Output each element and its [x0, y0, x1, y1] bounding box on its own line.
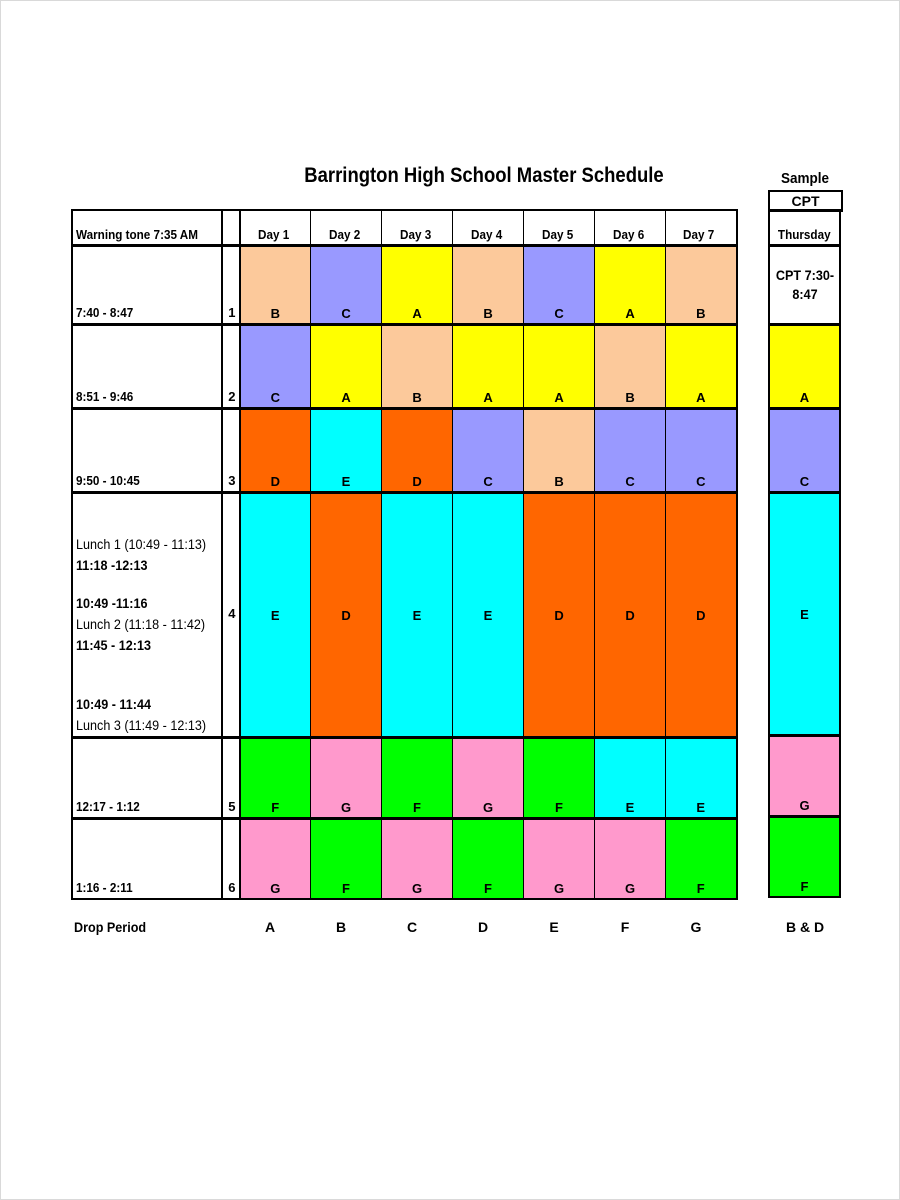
- drop-value: B: [335, 919, 347, 935]
- period-number: 6: [222, 819, 240, 899]
- sample-row: [769, 409, 840, 493]
- class-cell: E: [382, 493, 453, 738]
- class-cell: F: [311, 819, 382, 899]
- class-cell: F: [524, 738, 595, 819]
- sample-day-header: Thursday: [769, 210, 840, 246]
- lunch-3-label: Lunch 3 (11:49 - 12:13): [76, 717, 207, 733]
- drop-value: A: [264, 919, 276, 935]
- page-title: Barrington High School Master Schedule: [304, 164, 664, 187]
- warning-tone: Warning tone 7:35 AM: [72, 210, 222, 246]
- drop-value: C: [406, 919, 418, 935]
- class-cell: C: [524, 246, 595, 325]
- class-cell: F: [453, 819, 524, 899]
- class-cell: A: [595, 246, 666, 325]
- day-header: Day 1: [240, 210, 311, 246]
- class-cell: B: [453, 246, 524, 325]
- class-cell: G: [595, 819, 666, 899]
- class-cell: G: [382, 819, 453, 899]
- class-cell: G: [240, 819, 311, 899]
- lunch-3-class: 10:49 - 11:44: [76, 696, 151, 712]
- day-header: Day 6: [595, 210, 666, 246]
- class-cell: A: [666, 325, 737, 409]
- class-cell: C: [595, 409, 666, 493]
- sample-row: [769, 325, 840, 409]
- period-number: 2: [222, 325, 240, 409]
- class-cell: B: [595, 325, 666, 409]
- period-number: 5: [222, 738, 240, 819]
- class-cell: B: [524, 409, 595, 493]
- period-row: [72, 738, 737, 819]
- period-row-lunch: [72, 493, 737, 738]
- drop-period-label: Drop Period: [74, 919, 147, 935]
- class-cell: D: [524, 493, 595, 738]
- class-cell: A: [311, 325, 382, 409]
- sample-row: [769, 817, 840, 897]
- class-cell: F: [382, 738, 453, 819]
- drop-value: E: [549, 919, 559, 935]
- period-row: [72, 409, 737, 493]
- class-cell: C: [666, 409, 737, 493]
- class-cell: B: [240, 246, 311, 325]
- sample-row: [769, 736, 840, 817]
- sample-cpt-label: CPT: [768, 190, 843, 212]
- day-header: Day 2: [311, 210, 382, 246]
- lunch-schedule: [72, 493, 222, 738]
- class-cell: D: [595, 493, 666, 738]
- time-cell: 8:51 - 9:46: [72, 325, 222, 409]
- drop-value: F: [620, 919, 630, 935]
- time-cell: 7:40 - 8:47: [72, 246, 222, 325]
- class-cell: G: [524, 819, 595, 899]
- class-cell: C: [453, 409, 524, 493]
- day-header: Day 5: [524, 210, 595, 246]
- sample-header-row: [769, 210, 840, 246]
- class-cell: D: [240, 409, 311, 493]
- sample-title: Sample: [780, 170, 830, 187]
- header-row: [72, 210, 737, 246]
- period-row: [72, 819, 737, 899]
- class-cell: E: [311, 409, 382, 493]
- class-cell: C: [311, 246, 382, 325]
- class-cell: D: [666, 493, 737, 738]
- drop-value: D: [477, 919, 489, 935]
- class-cell: G: [311, 738, 382, 819]
- class-cell: A: [453, 325, 524, 409]
- sample-class-cell: C: [769, 409, 840, 493]
- sample-class-cell: A: [769, 325, 840, 409]
- class-cell: A: [382, 246, 453, 325]
- time-cell: 12:17 - 1:12: [72, 738, 222, 819]
- lunch-1-label: Lunch 1 (10:49 - 11:13): [76, 536, 207, 552]
- lunch-2-class-before: 10:49 -11:16: [76, 595, 148, 611]
- sample-class-cell: F: [769, 817, 840, 897]
- schedule-table: [71, 209, 738, 900]
- class-cell: E: [453, 493, 524, 738]
- class-cell: F: [240, 738, 311, 819]
- lunch-2-label: Lunch 2 (11:18 - 11:42): [76, 616, 206, 632]
- period-header: [222, 210, 240, 246]
- day-header: Day 3: [382, 210, 453, 246]
- cpt-note: CPT 7:30-8:47: [769, 246, 840, 325]
- period-number: 1: [222, 246, 240, 325]
- period-number: 3: [222, 409, 240, 493]
- period-row: [72, 246, 737, 325]
- drop-value: G: [690, 919, 702, 935]
- class-cell: A: [524, 325, 595, 409]
- class-cell: D: [311, 493, 382, 738]
- sample-class-cell: G: [769, 736, 840, 817]
- day-header: Day 4: [453, 210, 524, 246]
- time-cell: 9:50 - 10:45: [72, 409, 222, 493]
- sample-row: [769, 246, 840, 325]
- class-cell: G: [453, 738, 524, 819]
- sample-drop-value: B & D: [785, 919, 825, 935]
- period-number: 4: [222, 493, 240, 738]
- class-cell: B: [666, 246, 737, 325]
- period-row: [72, 325, 737, 409]
- lunch-1-class: 11:18 -12:13: [76, 557, 148, 573]
- class-cell: E: [240, 493, 311, 738]
- sample-class-cell: E: [769, 493, 840, 736]
- class-cell: E: [666, 738, 737, 819]
- class-cell: D: [382, 409, 453, 493]
- class-cell: E: [595, 738, 666, 819]
- class-cell: F: [666, 819, 737, 899]
- day-header: Day 7: [666, 210, 737, 246]
- sample-thursday-table: [768, 209, 841, 898]
- class-cell: B: [382, 325, 453, 409]
- class-cell: C: [240, 325, 311, 409]
- time-cell: 1:16 - 2:11: [72, 819, 222, 899]
- sample-row: [769, 493, 840, 736]
- lunch-2-class-after: 11:45 - 12:13: [76, 637, 151, 653]
